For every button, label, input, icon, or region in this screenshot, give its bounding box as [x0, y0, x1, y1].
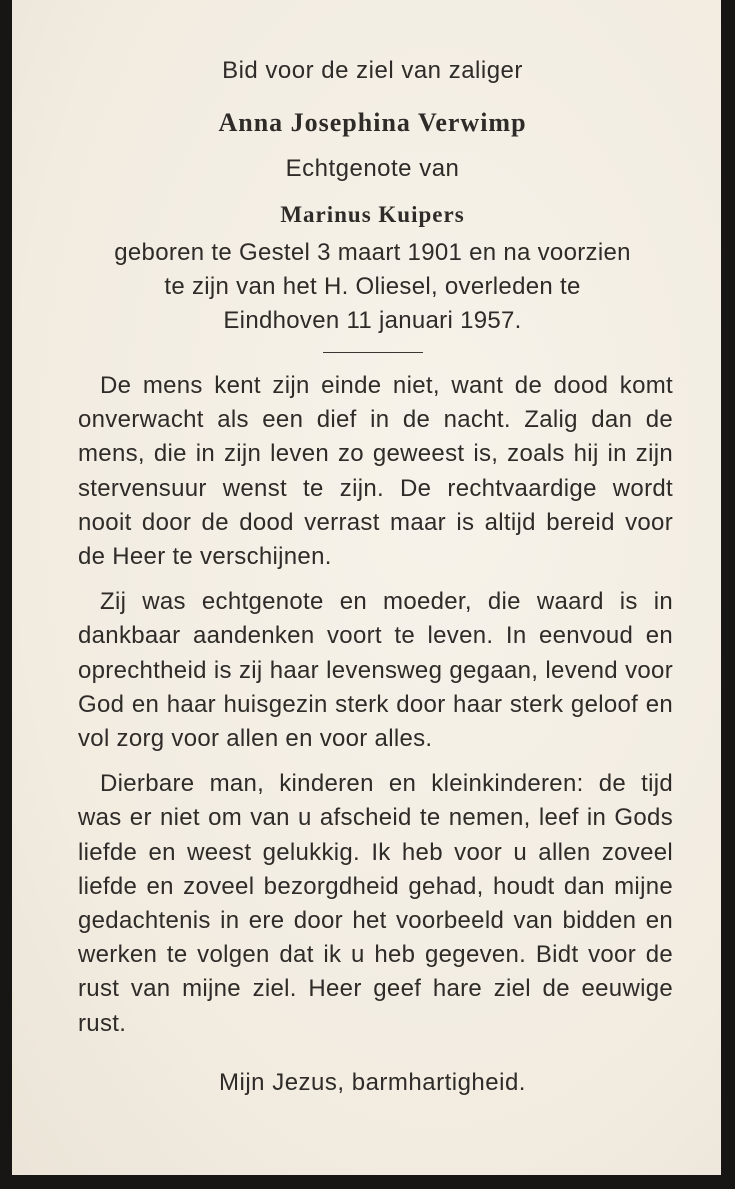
paragraph: De mens kent zijn einde niet, want de dood komt onverwacht als een dief in de nacht. Zalig dan de mens, die in zijn leven zo geweest is, zoals hij in zijn stervensuur wenst te zijn. De rechtvaardige wordt nooit door de dood verrast maar is altijd bereid voor de Heer te verschijnen.	[78, 372, 673, 571]
spouse-name: Marinus Kuipers	[280, 202, 465, 227]
divider-rule	[323, 352, 423, 353]
paragraph: Zij was echtgenote en moeder, die waard is in dankbaar aandenken voort te leven. In eenvoud en oprechtheid is zij haar levensweg gegaan, levend voor God en haar huisgezin sterk door haar sterk geloof en vol zorg voor allen en voor alles.	[78, 588, 673, 753]
card-paper	[12, 0, 721, 1175]
details-line: te zijn van het H. Oliesel, overleden te	[164, 273, 581, 300]
card-header	[72, 56, 673, 353]
memorial-text	[78, 369, 673, 1041]
birth-death-details	[72, 236, 673, 338]
intro-line: Bid voor de ziel van zaliger	[222, 57, 523, 84]
paragraph: Dierbare man, kinderen en kleinkinderen: de tijd was er niet om van u afscheid te nemen, leef in Gods liefde en weest gelukkig. Ik heb voor u allen zoveel liefde en zoveel bezorgdheid gehad, houdt dan mijne gedachtenis in ere door het voorbeeld van bidden en werken te volgen dat ik u heb gegeven. Bidt voor de rust van mijne ziel. Heer geef hare ziel de eeuwige rust.	[78, 770, 673, 1037]
relation-label: Echtgenote van	[285, 155, 460, 182]
details-line: Eindhoven 11 januari 1957.	[223, 307, 522, 334]
details-line: geboren te Gestel 3 maart 1901 en na voorzien	[114, 239, 631, 266]
deceased-name: Anna Josephina Verwimp	[218, 108, 527, 137]
closing-prayer: Mijn Jezus, barmhartigheid.	[219, 1068, 526, 1096]
